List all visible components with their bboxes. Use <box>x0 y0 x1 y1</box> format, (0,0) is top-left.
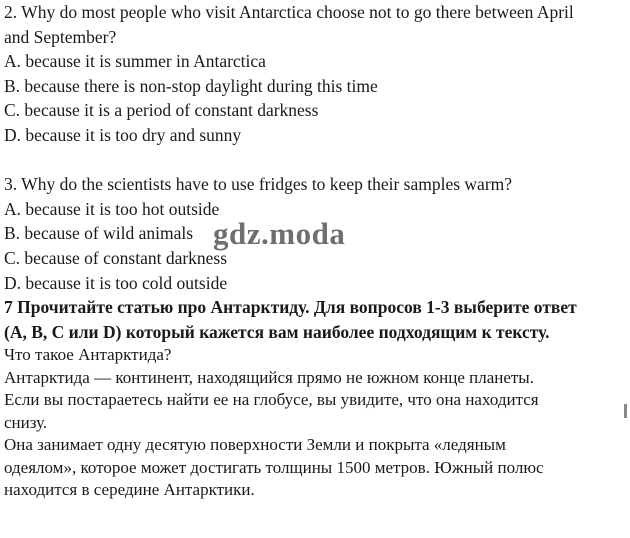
task-7-paragraph-line: Антарктида — континент, находящийся прямо не южном конце планеты. <box>4 367 534 387</box>
task-7-paragraph-line: снизу. <box>4 412 48 432</box>
task-7-paragraph-line: Она занимает одну десятую поверхности Земли и покрыта «ледяным <box>4 435 506 455</box>
question-2-option-c: C. because it is a period of constant darkness <box>4 100 319 121</box>
question-3-option-b: B. because of wild animals <box>4 223 194 244</box>
question-3-option-d: D. because it is too cold outside <box>4 272 228 293</box>
question-2-option-b: B. because there is non-stop daylight during this time <box>4 75 378 96</box>
question-2-text-line1: 2. Why do most people who visit Antarctica choose not to go there between April <box>4 2 574 22</box>
spacer <box>4 148 626 173</box>
question-2 <box>4 0 626 148</box>
task-7-heading-line1: 7 Прочитайте статью про Антарктиду. Для вопросов 1-3 выберите ответ <box>4 297 577 318</box>
watermark-logo: gdz.moda <box>213 216 346 251</box>
question-2-text-line2: and September? <box>4 26 117 47</box>
question-3-option-c: C. because of constant darkness <box>4 247 228 268</box>
task-7 <box>4 295 626 502</box>
question-3-option-a: A. because it is too hot outside <box>4 198 220 219</box>
question-2-option-a: A. because it is summer in Antarctica <box>4 51 266 72</box>
task-7-subtitle: Что такое Антарктида? <box>4 345 172 365</box>
task-7-paragraph-line: Если вы постараетесь найти ее на глобусе, вы увидите, что она находится <box>4 390 539 410</box>
task-7-paragraph-line: одеялом», которое может достигать толщины 1500 метров. Южный полюс <box>4 457 544 477</box>
question-3-text: 3. Why do the scientists have to use fridges to keep their samples warm? <box>4 174 513 195</box>
edge-artifact <box>624 404 627 418</box>
task-7-paragraph-line: находится в середине Антарктики. <box>4 480 255 500</box>
task-7-heading-line2: (A, B, C или D) который кажется вам наиболее подходящим к тексту. <box>4 321 550 342</box>
question-2-option-d: D. because it is too dry and sunny <box>4 124 242 145</box>
